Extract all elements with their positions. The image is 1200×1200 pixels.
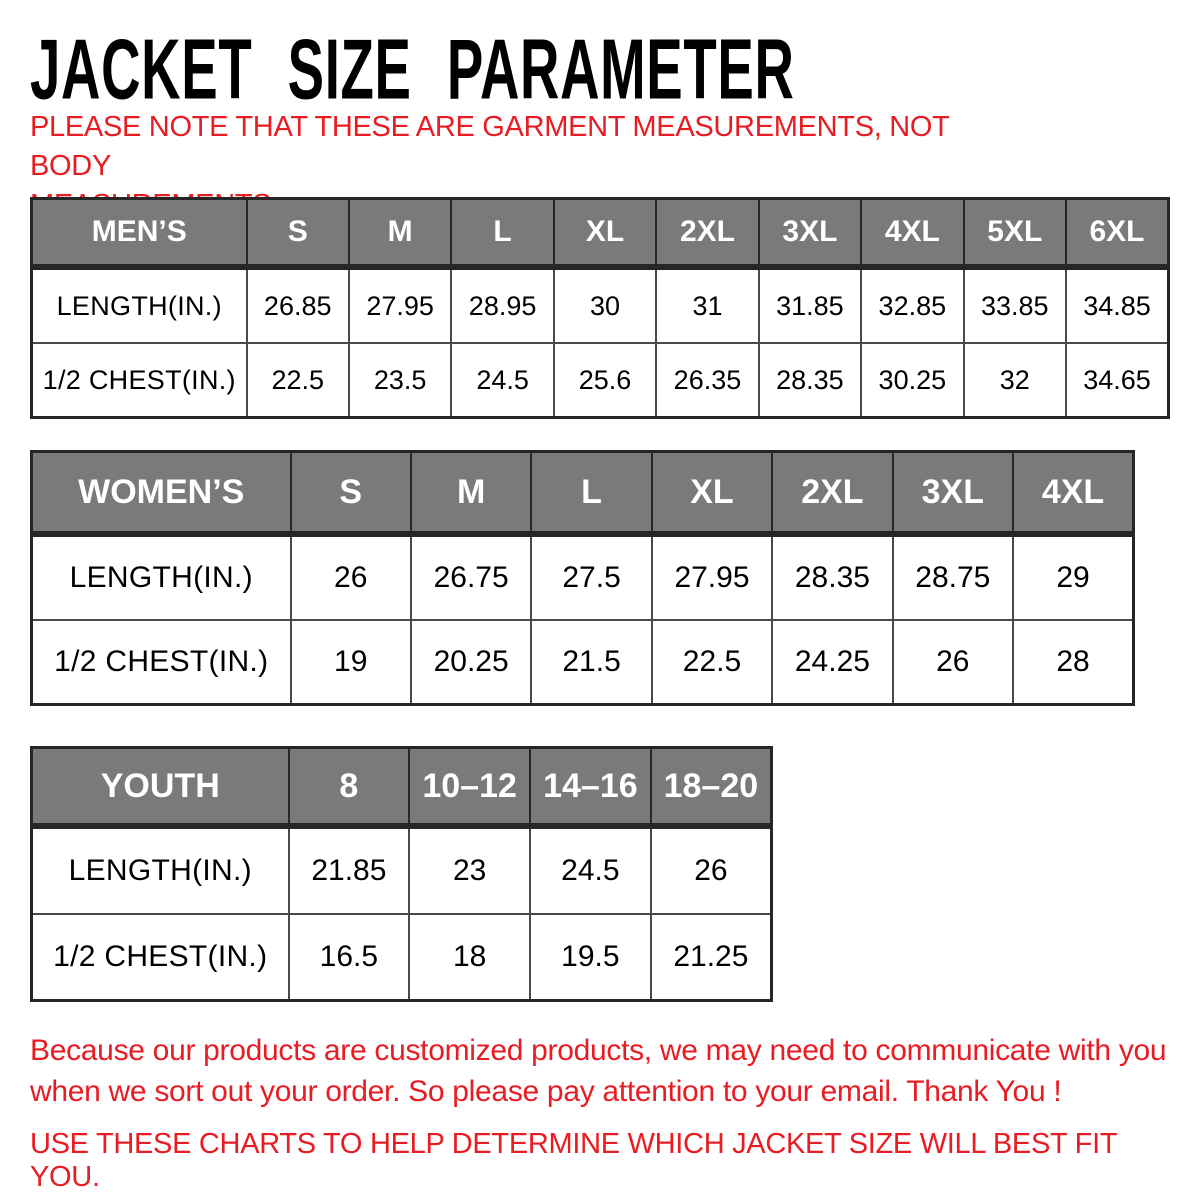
value-cell: 32 — [964, 343, 1066, 418]
value-cell: 28.35 — [772, 534, 892, 620]
size-column-header: 3XL — [893, 452, 1013, 535]
value-cell: 27.95 — [652, 534, 772, 620]
value-cell: 34.85 — [1066, 267, 1169, 343]
value-cell: 22.5 — [652, 620, 772, 705]
value-cell: 28.35 — [759, 343, 861, 418]
table-row — [32, 534, 1134, 620]
value-cell: 20.25 — [411, 620, 531, 705]
value-cell: 24.25 — [772, 620, 892, 705]
mens-size-table — [30, 197, 1170, 419]
size-column-header: 14–16 — [530, 748, 651, 827]
value-cell: 26.85 — [247, 267, 349, 343]
value-cell: 26 — [893, 620, 1013, 705]
youth-size-table — [30, 746, 773, 1002]
row-label: LENGTH(IN.) — [32, 534, 291, 620]
customization-notice — [30, 1030, 1180, 1112]
size-column-header: XL — [652, 452, 772, 535]
size-column-header: L — [531, 452, 651, 535]
table-header-row — [32, 452, 1134, 535]
size-column-header: 2XL — [772, 452, 892, 535]
row-label: LENGTH(IN.) — [32, 826, 289, 914]
value-cell: 29 — [1013, 534, 1133, 620]
value-cell: 31.85 — [759, 267, 861, 343]
size-column-header: 8 — [289, 748, 410, 827]
size-column-header: 6XL — [1066, 199, 1169, 268]
value-cell: 34.65 — [1066, 343, 1169, 418]
size-column-header: 4XL — [861, 199, 963, 268]
size-column-header: M — [349, 199, 451, 268]
size-column-header: 5XL — [964, 199, 1066, 268]
table-row — [32, 267, 1169, 343]
table-title-cell: MEN’S — [32, 199, 247, 268]
value-cell: 23 — [409, 826, 530, 914]
table-header-row — [32, 199, 1169, 268]
size-column-header: XL — [554, 199, 656, 268]
value-cell: 28.75 — [893, 534, 1013, 620]
notice-line: Because our products are customized products, we may need to communicate with you — [30, 1034, 1167, 1067]
size-column-header: 3XL — [759, 199, 861, 268]
table-title-cell: WOMEN’S — [32, 452, 291, 535]
notice-line: when we sort out your order. So please pay attention to your email. Thank You ! — [30, 1075, 1062, 1109]
size-column-header: 10–12 — [409, 748, 530, 827]
value-cell: 26.35 — [656, 343, 758, 418]
value-cell: 21.25 — [651, 914, 772, 1001]
table-header-row — [32, 748, 772, 827]
size-column-header: 2XL — [656, 199, 758, 268]
table-row — [32, 343, 1169, 418]
size-column-header: S — [291, 452, 411, 535]
size-column-header: 4XL — [1013, 452, 1133, 535]
table-title-cell: YOUTH — [32, 748, 289, 827]
value-cell: 26.75 — [411, 534, 531, 620]
value-cell: 24.5 — [451, 343, 553, 418]
row-label: 1/2 CHEST(IN.) — [32, 620, 291, 705]
womens-size-table — [30, 450, 1135, 706]
row-label: 1/2 CHEST(IN.) — [32, 914, 289, 1001]
value-cell: 28.95 — [451, 267, 553, 343]
value-cell: 19.5 — [530, 914, 651, 1001]
size-column-header: S — [247, 199, 349, 268]
value-cell: 30 — [554, 267, 656, 343]
size-column-header: 18–20 — [651, 748, 772, 827]
value-cell: 28 — [1013, 620, 1133, 705]
table-row — [32, 826, 772, 914]
value-cell: 26 — [291, 534, 411, 620]
row-label: 1/2 CHEST(IN.) — [32, 343, 247, 418]
value-cell: 30.25 — [861, 343, 963, 418]
value-cell: 25.6 — [554, 343, 656, 418]
value-cell: 26 — [651, 826, 772, 914]
value-cell: 33.85 — [964, 267, 1066, 343]
value-cell: 18 — [409, 914, 530, 1001]
value-cell: 27.95 — [349, 267, 451, 343]
value-cell: 23.5 — [349, 343, 451, 418]
page-title: JACKET SIZE PARAMETER — [30, 20, 795, 117]
value-cell: 32.85 — [861, 267, 963, 343]
row-label: LENGTH(IN.) — [32, 267, 247, 343]
value-cell: 31 — [656, 267, 758, 343]
value-cell: 22.5 — [247, 343, 349, 418]
value-cell: 21.5 — [531, 620, 651, 705]
value-cell: 27.5 — [531, 534, 651, 620]
value-cell: 19 — [291, 620, 411, 705]
size-column-header: L — [451, 199, 553, 268]
note-line: PLEASE NOTE THAT THESE ARE GARMENT MEASUREMENTS, NOT BODY — [30, 111, 950, 183]
value-cell: 16.5 — [289, 914, 410, 1001]
value-cell: 21.85 — [289, 826, 410, 914]
table-row — [32, 620, 1134, 705]
value-cell: 24.5 — [530, 826, 651, 914]
table-row — [32, 914, 772, 1001]
size-column-header: M — [411, 452, 531, 535]
chart-usage-advice: USE THESE CHARTS TO HELP DETERMINE WHICH JACKET SIZE WILL BEST FIT YOU. — [30, 1128, 1117, 1193]
